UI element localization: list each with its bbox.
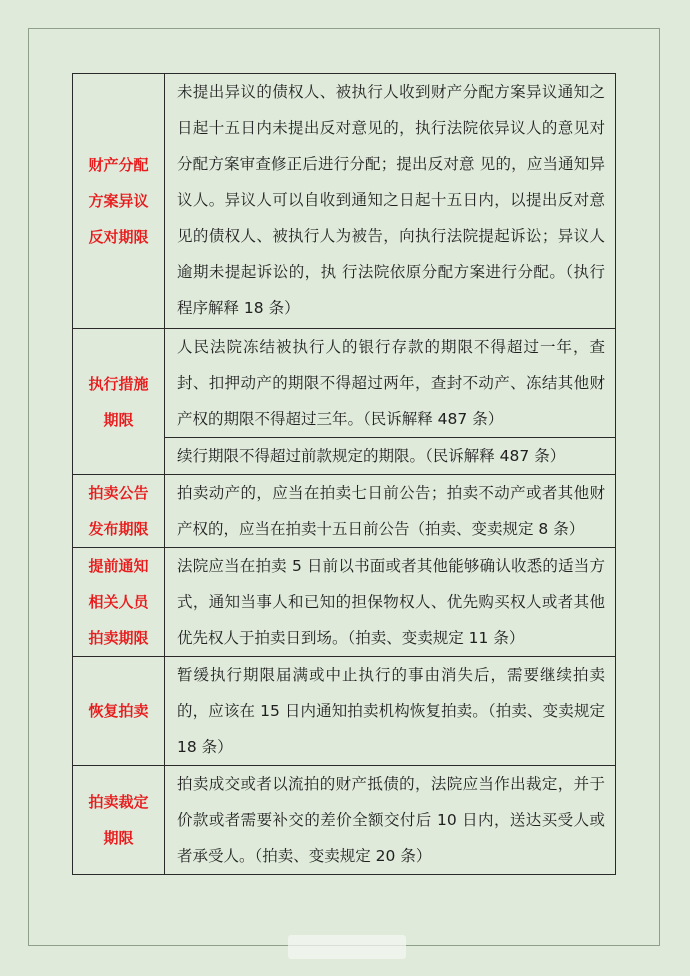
row-label-resume-auction: 恢复拍卖 xyxy=(73,657,165,766)
row-text-distribution-objection: 未提出异议的债权人、被执行人收到财产分配方案异议通知之日起十五日内未提出反对意见的，执行法院依异议人的意见对分配方案审查修正后进行分配；提出反对意 见的，应当通知异议人。异议人可以自收到通知之日起十五日内，以提出反对意见的债权人、被执行人为被告，向执行法院提起诉讼；异议人逾期未提起诉讼的，执 行法院依原分配方案进行分配。（执行程序解释 18 条） xyxy=(165,74,616,329)
row-label-auction-notice: 拍卖公告 发布期限 xyxy=(73,475,165,548)
table-row xyxy=(73,766,616,875)
row-text-advance-notice: 法院应当在拍卖 5 日前以书面或者其他能够确认收悉的适当方式，通知当事人和已知的担保物权人、优先购买权人或者其他优先权人于拍卖日到场。（拍卖、变卖规定 11 条） xyxy=(165,548,616,657)
row-label-enforcement-measures: 执行措施 期限 xyxy=(73,329,165,475)
row-text-enforcement-measures: 人民法院冻结被执行人的银行存款的期限不得超过一年，查封、扣押动产的期限不得超过两年，查封不动产、冻结其他财产权的期限不得超过三年。（民诉解释 487 条） xyxy=(165,329,616,438)
table-row xyxy=(73,329,616,438)
row-text-renewal-period: 续行期限不得超过前款规定的期限。（民诉解释 487 条） xyxy=(165,438,616,475)
row-text-resume-auction: 暂缓执行期限届满或中止执行的事由消失后，需要继续拍卖的，应该在 15 日内通知拍卖机构恢复拍卖。（拍卖、变卖规定 18 条） xyxy=(165,657,616,766)
watermark xyxy=(288,935,406,959)
row-text-auction-notice: 拍卖动产的，应当在拍卖七日前公告；拍卖不动产或者其他财产权的，应当在拍卖十五日前公告（拍卖、变卖规定 8 条） xyxy=(165,475,616,548)
table-row xyxy=(73,475,616,548)
row-label-advance-notice: 提前通知 相关人员 拍卖期限 xyxy=(73,548,165,657)
row-label-auction-ruling: 拍卖裁定 期限 xyxy=(73,766,165,875)
table-row xyxy=(73,548,616,657)
table-row xyxy=(73,657,616,766)
row-label-distribution-objection: 财产分配 方案异议 反对期限 xyxy=(73,74,165,329)
table-row xyxy=(73,74,616,329)
rules-table xyxy=(72,73,616,875)
row-text-auction-ruling: 拍卖成交或者以流拍的财产抵债的，法院应当作出裁定，并于价款或者需要补交的差价全额交付后 10 日内，送达买受人或者承受人。（拍卖、变卖规定 20 条） xyxy=(165,766,616,875)
